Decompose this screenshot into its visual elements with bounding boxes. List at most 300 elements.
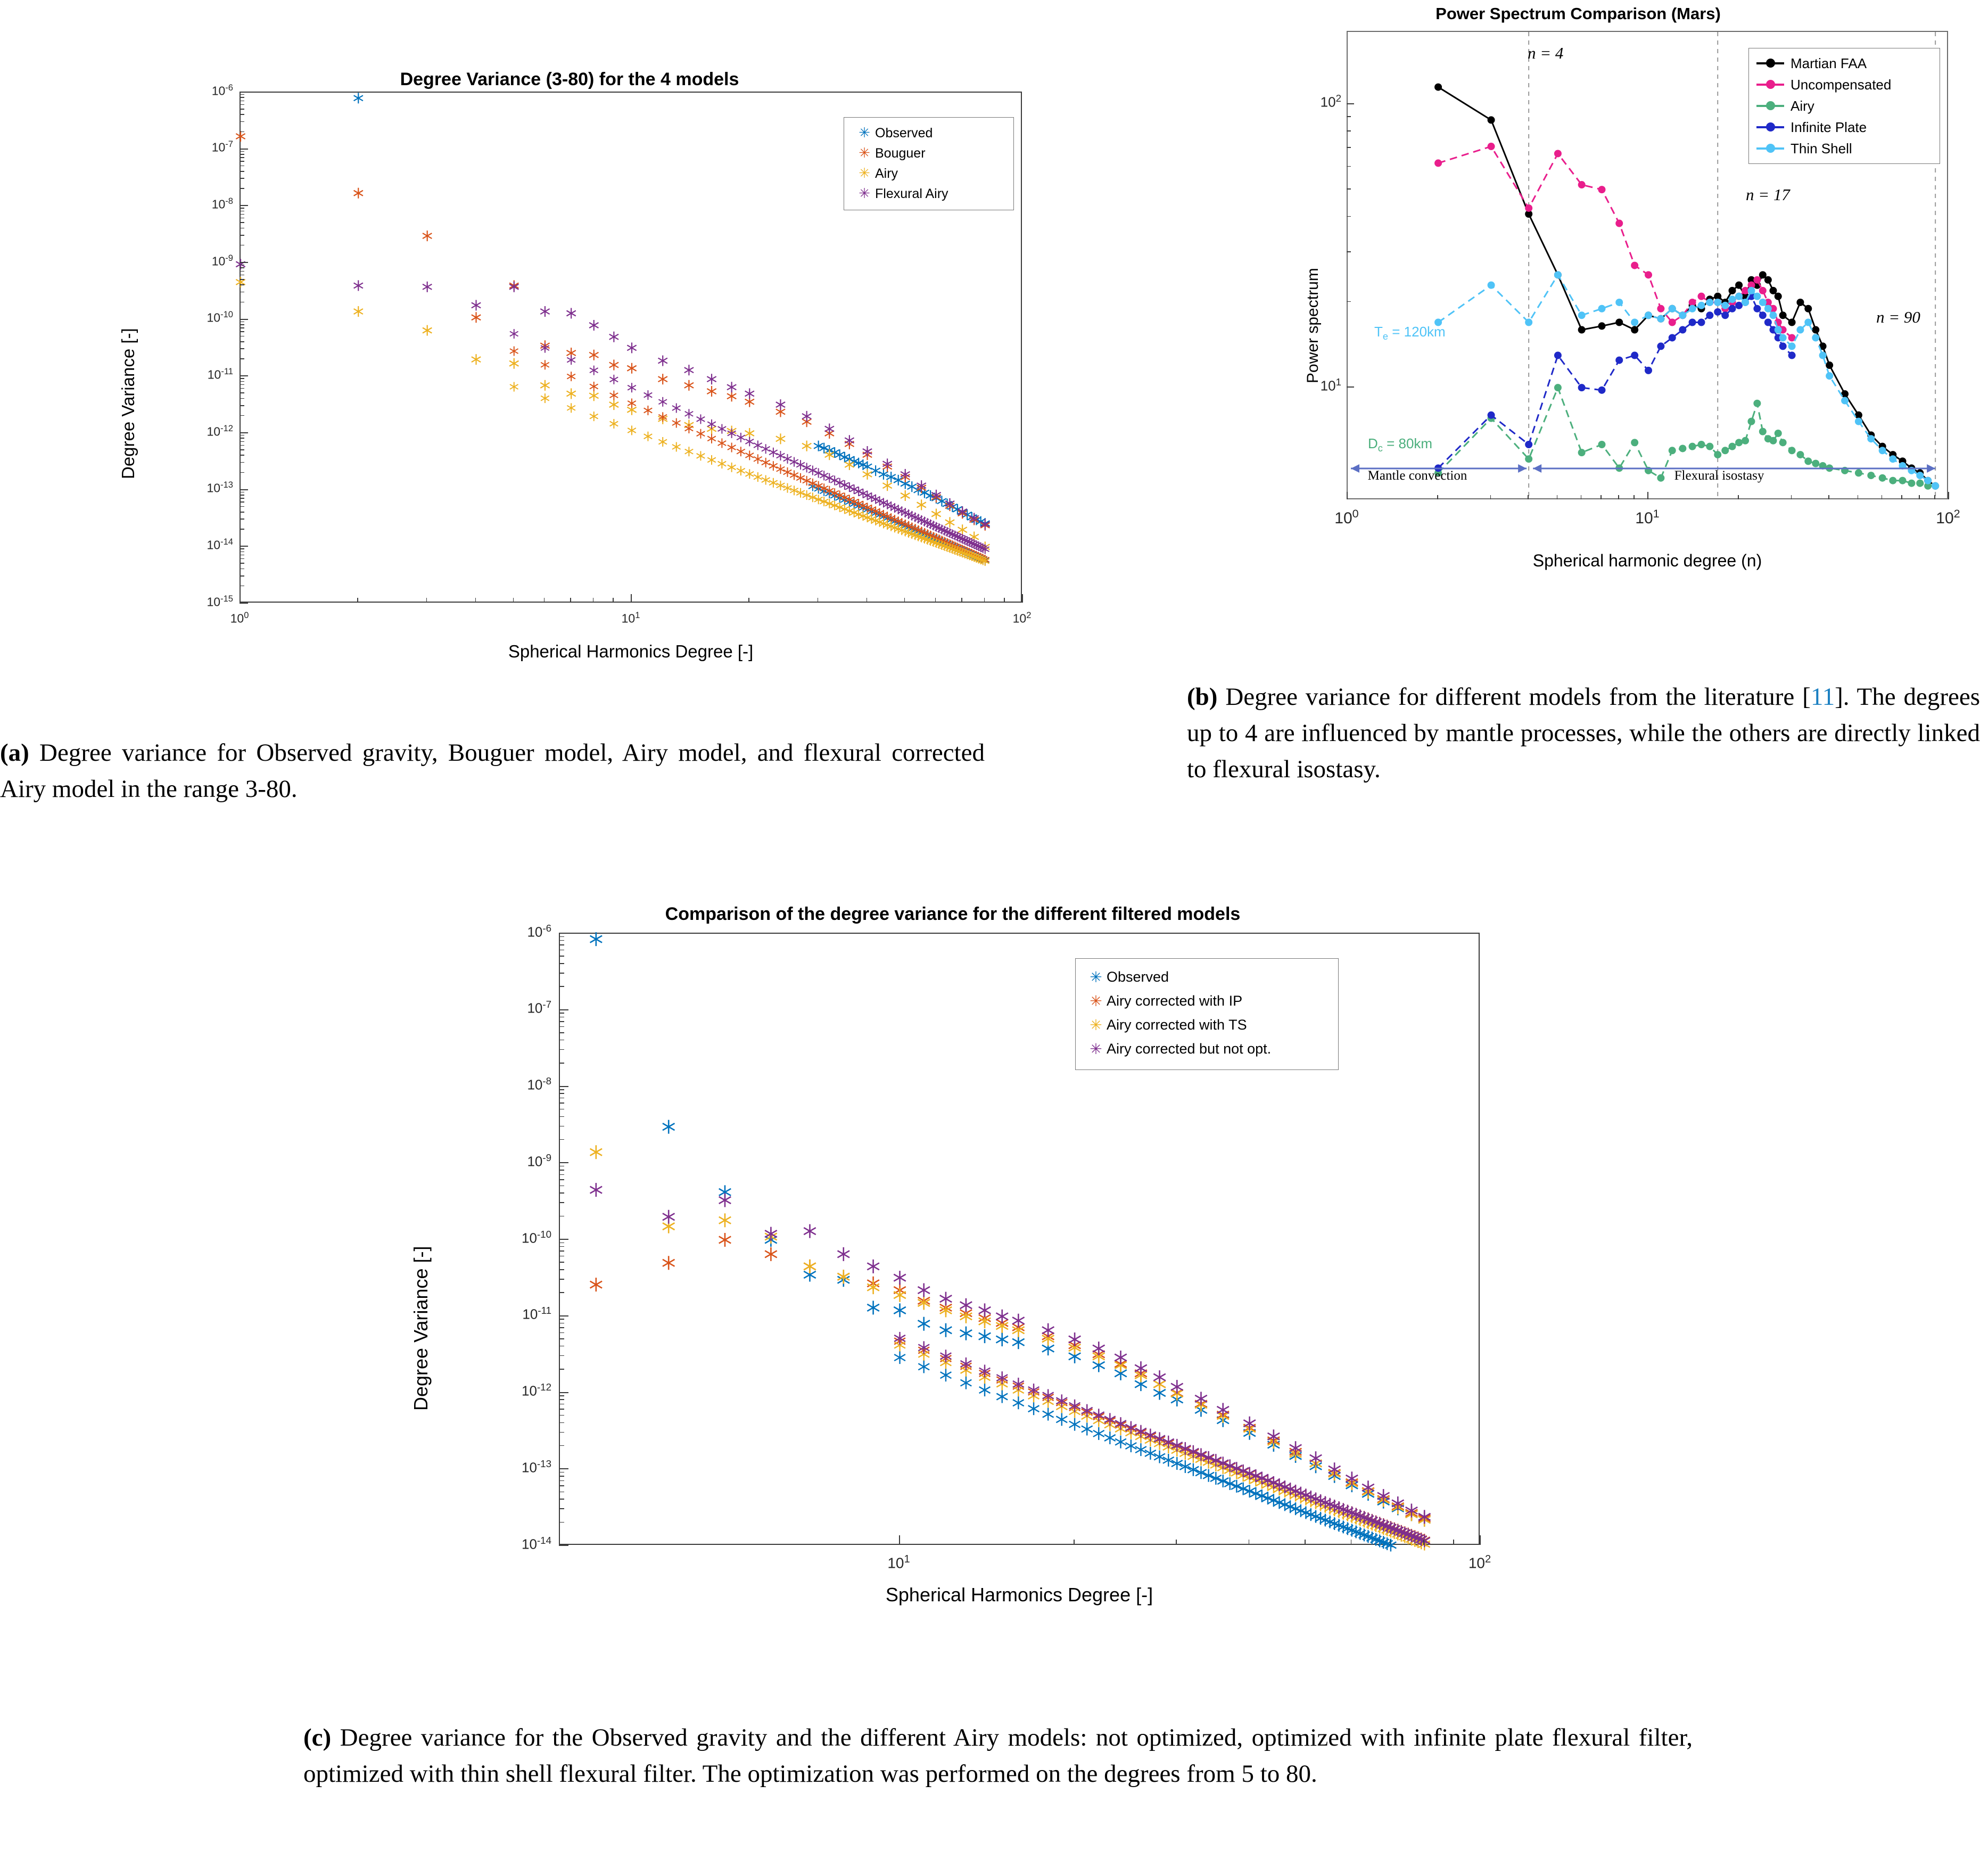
te-subscript: e — [1382, 331, 1389, 342]
minor-tick-mark — [240, 235, 244, 236]
legend-item-4[interactable] — [1749, 138, 1940, 159]
legend-line-marker-icon — [1756, 126, 1784, 128]
minor-tick-mark — [240, 151, 244, 152]
y-tick-label: $10^{-14}$ — [207, 537, 233, 552]
te-value: = 120km — [1388, 324, 1446, 340]
legend-item-1[interactable] — [1749, 74, 1940, 95]
legend-line-marker-icon — [1756, 147, 1784, 150]
legend-item-2[interactable] — [1076, 1013, 1338, 1037]
x-tick-label: $10^2$ — [1468, 1553, 1491, 1571]
minor-tick-mark — [240, 492, 244, 493]
figure-b-legend[interactable] — [1748, 48, 1940, 164]
minor-tick-mark — [1490, 495, 1491, 499]
minor-tick-mark — [240, 552, 244, 553]
minor-tick-mark — [1634, 495, 1635, 499]
y-tick-label: $10^2$ — [1320, 93, 1341, 111]
minor-tick-mark — [240, 97, 244, 98]
minor-tick-mark — [240, 101, 244, 102]
minor-tick-mark — [1919, 495, 1920, 499]
caption-b — [1187, 679, 1980, 787]
minor-tick-mark — [559, 944, 564, 945]
tick-mark — [559, 1239, 568, 1240]
tick-mark — [240, 92, 248, 93]
minor-tick-mark — [559, 1476, 564, 1477]
minor-tick-mark — [559, 1116, 564, 1117]
minor-tick-mark — [240, 519, 244, 520]
minor-tick-mark — [240, 455, 244, 456]
minor-tick-mark — [1901, 495, 1902, 499]
minor-tick-mark — [559, 1250, 564, 1252]
dc-value: = 80km — [1382, 435, 1433, 451]
minor-tick-mark — [1347, 130, 1351, 131]
minor-tick-mark — [240, 555, 244, 556]
tick-mark — [559, 1162, 568, 1163]
tick-mark — [1647, 492, 1648, 499]
x-tick-label: $10^2$ — [1936, 507, 1960, 527]
minor-tick-mark — [1347, 301, 1351, 302]
tick-mark — [559, 1545, 568, 1546]
minor-tick-mark — [240, 222, 244, 223]
legend-item-0[interactable] — [1076, 965, 1338, 989]
legend-label: Bouguer — [875, 145, 926, 161]
minor-tick-mark — [559, 1415, 564, 1416]
minor-tick-mark — [240, 405, 244, 406]
minor-tick-mark — [1581, 495, 1582, 499]
minor-tick-mark — [559, 1170, 564, 1171]
y-tick-label: $10^{-11}$ — [522, 1305, 551, 1322]
x-tick-label: $10^0$ — [1334, 507, 1359, 527]
minor-tick-mark — [240, 188, 244, 189]
minor-tick-mark — [1557, 495, 1558, 499]
y-tick-label: $10^1$ — [1320, 376, 1341, 394]
tick-mark — [240, 375, 248, 376]
minor-tick-mark — [559, 950, 564, 951]
tick-mark — [1480, 1535, 1481, 1545]
minor-tick-mark — [240, 94, 244, 95]
minor-tick-mark — [240, 438, 244, 439]
tick-mark — [240, 319, 248, 320]
dc-subscript: c — [1377, 443, 1383, 454]
y-tick-label: $10^{-9}$ — [527, 1151, 551, 1170]
minor-tick-mark — [240, 529, 244, 530]
minor-tick-mark — [240, 348, 244, 349]
minor-tick-mark — [559, 1026, 564, 1027]
minor-tick-mark — [559, 1243, 564, 1244]
minor-tick-mark — [240, 569, 244, 570]
minor-tick-mark — [240, 398, 244, 399]
minor-tick-mark — [475, 598, 476, 603]
minor-tick-mark — [1437, 495, 1438, 499]
y-tick-label: $10^{-14}$ — [522, 1534, 551, 1552]
legend-item-2[interactable] — [844, 163, 1013, 184]
caption-b-tag: (b) — [1187, 683, 1218, 711]
minor-tick-mark — [559, 1102, 564, 1104]
minor-tick-mark — [240, 441, 244, 442]
minor-tick-mark — [984, 598, 985, 603]
y-tick-label: $10^{-8}$ — [527, 1075, 551, 1093]
annotation-n90: n = 90 — [1876, 308, 1920, 326]
tick-mark — [559, 1009, 568, 1010]
y-tick-label: $10^{-13}$ — [522, 1458, 551, 1476]
y-tick-label: $10^{-7}$ — [527, 999, 551, 1016]
minor-tick-mark — [961, 598, 962, 603]
minor-tick-mark — [240, 324, 244, 325]
minor-tick-mark — [240, 265, 244, 266]
minor-tick-mark — [559, 1089, 564, 1090]
legend-line-marker-icon — [1756, 84, 1784, 86]
minor-tick-mark — [240, 275, 244, 276]
figure-a-ylabel: Degree Variance [-] — [118, 328, 138, 479]
legend-item-2[interactable] — [1749, 95, 1940, 117]
minor-tick-mark — [559, 1522, 564, 1523]
legend-marker-icon: ✳ — [1090, 992, 1102, 1010]
y-tick-label: $10^{-6}$ — [527, 922, 551, 940]
legend-marker-icon: ✳ — [859, 186, 870, 202]
minor-tick-mark — [1351, 1540, 1352, 1545]
tick-mark — [899, 1535, 900, 1545]
legend-label: Observed — [875, 125, 933, 141]
subfigure-a — [101, 64, 1112, 687]
figure-b-xlabel: Spherical harmonic degree (n) — [1532, 551, 1762, 570]
minor-tick-mark — [240, 178, 244, 179]
y-tick-label: $10^{-7}$ — [211, 139, 233, 155]
dc-symbol: D — [1368, 435, 1378, 451]
minor-tick-mark — [570, 598, 571, 603]
minor-tick-mark — [559, 986, 564, 987]
minor-tick-mark — [240, 575, 244, 577]
minor-tick-mark — [1249, 1540, 1250, 1545]
annotation-elastic-thickness — [1374, 324, 1446, 342]
minor-tick-mark — [559, 1338, 564, 1339]
tick-mark — [559, 1392, 568, 1393]
legend-label: Flexural Airy — [875, 186, 948, 201]
minor-tick-mark — [240, 358, 244, 359]
annotation-mantle-convection: Mantle convection — [1367, 468, 1467, 483]
caption-a — [0, 735, 985, 807]
minor-tick-mark — [559, 1021, 564, 1022]
minor-tick-mark — [1347, 251, 1351, 252]
figure-b-ylabel: Power spectrum — [1304, 268, 1322, 383]
minor-tick-mark — [240, 327, 244, 328]
minor-tick-mark — [818, 598, 819, 603]
x-tick-label: $10^1$ — [887, 1553, 910, 1571]
minor-tick-mark — [240, 449, 244, 450]
minor-tick-mark — [1934, 495, 1935, 499]
tick-mark — [559, 1315, 568, 1317]
y-tick-label: $10^{-15}$ — [207, 593, 233, 609]
minor-tick-mark — [240, 586, 244, 587]
minor-tick-mark — [559, 940, 564, 941]
minor-tick-mark — [559, 1499, 564, 1500]
x-tick-label: $10^1$ — [621, 610, 640, 626]
x-tick-label: $10^1$ — [1635, 507, 1660, 527]
subfigure-c — [394, 900, 1586, 1613]
minor-tick-mark — [559, 1269, 564, 1270]
minor-tick-mark — [240, 501, 244, 503]
minor-tick-mark — [240, 558, 244, 559]
minor-tick-mark — [240, 563, 244, 564]
minor-tick-mark — [1791, 495, 1792, 499]
legend-marker-icon: ✳ — [859, 145, 870, 161]
figure-a-title: Degree Variance (3-80) for the 4 models — [400, 69, 739, 89]
minor-tick-mark — [240, 245, 244, 246]
minor-tick-mark — [240, 512, 244, 513]
minor-tick-mark — [559, 1404, 564, 1405]
minor-tick-mark — [240, 506, 244, 507]
minor-tick-mark — [559, 1017, 564, 1018]
legend-item-3[interactable] — [1749, 117, 1940, 138]
tick-mark — [559, 1468, 568, 1469]
minor-tick-mark — [867, 598, 868, 603]
minor-tick-mark — [1528, 495, 1529, 499]
legend-line-marker-icon — [1756, 105, 1784, 107]
figure-a-legend[interactable] — [844, 117, 1014, 210]
minor-tick-mark — [240, 114, 244, 115]
minor-tick-mark — [559, 1126, 564, 1127]
minor-tick-mark — [559, 1445, 564, 1446]
minor-tick-mark — [240, 548, 244, 549]
minor-tick-mark — [1882, 495, 1883, 499]
minor-tick-mark — [559, 1098, 564, 1099]
legend-label: Observed — [1107, 969, 1169, 985]
legend-label: Uncompensated — [1791, 76, 1892, 93]
minor-tick-mark — [513, 598, 514, 603]
minor-tick-mark — [426, 598, 427, 603]
minor-tick-mark — [559, 1292, 564, 1293]
minor-tick-mark — [240, 462, 244, 463]
minor-tick-mark — [240, 154, 244, 155]
legend-label: Thin Shell — [1791, 140, 1852, 157]
minor-tick-mark — [1347, 166, 1351, 167]
figure-c-axes — [559, 933, 1480, 1545]
y-tick-label: $10^{-13}$ — [207, 480, 233, 496]
legend-label: Airy corrected with TS — [1107, 1017, 1247, 1033]
tick-mark — [1022, 594, 1023, 603]
tick-mark — [1347, 386, 1354, 388]
legend-marker-icon: ✳ — [859, 125, 870, 141]
minor-tick-mark — [559, 1346, 564, 1347]
minor-tick-mark — [559, 1332, 564, 1334]
tick-mark — [240, 594, 241, 603]
minor-tick-mark — [1600, 495, 1602, 499]
minor-tick-mark — [240, 228, 244, 229]
minor-tick-mark — [240, 166, 244, 167]
annotation-flexural-isostasy: Flexural isostasy — [1674, 468, 1764, 483]
y-tick-label: $10^{-10}$ — [207, 309, 233, 325]
legend-label: Airy corrected with IP — [1107, 993, 1243, 1009]
minor-tick-mark — [559, 1179, 564, 1180]
minor-tick-mark — [559, 1063, 564, 1064]
minor-tick-mark — [240, 161, 244, 162]
legend-item-3[interactable] — [844, 184, 1013, 204]
minor-tick-mark — [559, 1202, 564, 1203]
minor-tick-mark — [1347, 116, 1351, 117]
minor-tick-mark — [544, 598, 545, 603]
legend-marker-icon: ✳ — [1090, 1016, 1102, 1034]
y-tick-label: $10^{-9}$ — [211, 252, 233, 268]
minor-tick-mark — [1453, 1540, 1454, 1545]
citation-11[interactable]: 11 — [1810, 683, 1835, 711]
minor-tick-mark — [1858, 495, 1859, 499]
minor-tick-mark — [240, 472, 244, 473]
tick-mark — [1347, 492, 1348, 499]
minor-tick-mark — [240, 498, 244, 499]
minor-tick-mark — [240, 131, 244, 133]
minor-tick-mark — [559, 1032, 564, 1033]
caption-a-tag: (a) — [0, 739, 29, 767]
minor-tick-mark — [559, 1186, 564, 1187]
y-tick-label: $10^{-12}$ — [207, 423, 233, 439]
minor-tick-mark — [240, 267, 244, 268]
minor-tick-mark — [559, 1192, 564, 1194]
minor-tick-mark — [559, 1174, 564, 1175]
x-tick-label: $10^2$ — [1012, 610, 1032, 626]
minor-tick-mark — [559, 1422, 564, 1424]
minor-tick-mark — [1738, 495, 1739, 499]
minor-tick-mark — [559, 973, 564, 974]
minor-tick-mark — [559, 1508, 564, 1509]
caption-c-text: Degree variance for the Observed gravity and the different Airy models: not optimized, optimized with infinite plate flexural filter, optimized with thin shell flexural filter. The optimization was performed on the degrees from 5 to 80. — [303, 1724, 1693, 1788]
legend-item-1[interactable] — [844, 143, 1013, 163]
minor-tick-mark — [559, 1093, 564, 1094]
legend-label: Martian FAA — [1791, 55, 1867, 71]
caption-c-tag: (c) — [303, 1724, 332, 1751]
minor-tick-mark — [240, 392, 244, 393]
minor-tick-mark — [240, 302, 244, 303]
minor-tick-mark — [559, 1369, 564, 1370]
minor-tick-mark — [559, 1409, 564, 1410]
minor-tick-mark — [1074, 1540, 1075, 1545]
minor-tick-mark — [240, 384, 244, 385]
minor-tick-mark — [559, 1485, 564, 1486]
tick-mark — [240, 432, 248, 433]
caption-b-text2: ]. The degrees up to 4 are influenced by mantle processes, while the others are directly linked to flexural isostasy. — [1187, 683, 1980, 784]
minor-tick-mark — [1390, 1540, 1391, 1545]
minor-tick-mark — [559, 1109, 564, 1110]
legend-line-marker-icon — [1756, 62, 1784, 64]
minor-tick-mark — [240, 388, 244, 389]
minor-tick-mark — [240, 331, 244, 332]
figure-a-xlabel: Spherical Harmonics Degree [-] — [508, 641, 754, 661]
minor-tick-mark — [559, 1323, 564, 1324]
minor-tick-mark — [559, 1256, 564, 1257]
minor-tick-mark — [904, 598, 905, 603]
minor-tick-mark — [1828, 495, 1829, 499]
y-tick-label: $10^{-8}$ — [211, 196, 233, 211]
minor-tick-mark — [559, 1327, 564, 1328]
minor-tick-mark — [559, 963, 564, 964]
y-tick-label: $10^{-10}$ — [522, 1228, 551, 1246]
minor-tick-mark — [559, 1049, 564, 1050]
x-tick-label: $10^0$ — [230, 610, 249, 626]
tick-mark — [240, 205, 248, 206]
legend-label: Airy — [1791, 97, 1814, 114]
minor-tick-mark — [240, 284, 244, 285]
minor-tick-mark — [240, 218, 244, 219]
tick-mark — [240, 262, 248, 263]
legend-item-1[interactable] — [1076, 989, 1338, 1013]
minor-tick-mark — [935, 598, 936, 603]
legend-label: Airy corrected but not opt. — [1107, 1041, 1272, 1057]
y-tick-label: $10^{-12}$ — [522, 1381, 551, 1399]
tick-mark — [240, 546, 248, 547]
minor-tick-mark — [559, 1492, 564, 1493]
minor-tick-mark — [240, 378, 244, 379]
minor-tick-mark — [613, 598, 614, 603]
minor-tick-mark — [240, 104, 244, 105]
minor-tick-mark — [240, 279, 244, 280]
minor-tick-mark — [240, 381, 244, 382]
minor-tick-mark — [559, 1319, 564, 1320]
minor-tick-mark — [240, 157, 244, 158]
minor-tick-mark — [1423, 1540, 1424, 1545]
tick-mark — [559, 933, 568, 934]
minor-tick-mark — [240, 271, 244, 272]
tick-mark — [240, 489, 248, 490]
tick-mark — [240, 149, 248, 150]
minor-tick-mark — [1305, 1540, 1306, 1545]
minor-tick-mark — [1347, 216, 1351, 217]
figure-c-datapoints — [560, 934, 1481, 1546]
minor-tick-mark — [559, 1166, 564, 1167]
figure-c-xlabel: Spherical Harmonics Degree [-] — [885, 1584, 1153, 1606]
minor-tick-mark — [240, 322, 244, 323]
legend-item-0[interactable] — [844, 123, 1013, 143]
minor-tick-mark — [240, 292, 244, 293]
minor-tick-mark — [240, 171, 244, 172]
minor-tick-mark — [559, 936, 564, 937]
minor-tick-mark — [559, 1262, 564, 1263]
minor-tick-mark — [559, 1216, 564, 1217]
tick-mark — [1347, 103, 1354, 104]
tick-mark — [631, 594, 632, 603]
minor-tick-mark — [240, 435, 244, 436]
y-tick-label: $10^{-11}$ — [207, 366, 233, 382]
annotation-n4: n = 4 — [1528, 44, 1564, 62]
legend-item-0[interactable] — [1749, 53, 1940, 74]
annotation-n17: n = 17 — [1746, 185, 1790, 204]
subfigure-b — [1187, 0, 1980, 644]
minor-tick-mark — [559, 956, 564, 957]
legend-marker-icon: ✳ — [1090, 1040, 1102, 1058]
minor-tick-mark — [357, 598, 358, 603]
minor-tick-mark — [240, 208, 244, 209]
caption-b-text: Degree variance for different models from the literature [ — [1217, 683, 1811, 711]
minor-tick-mark — [559, 1432, 564, 1433]
legend-marker-icon: ✳ — [1090, 968, 1102, 986]
minor-tick-mark — [559, 1472, 564, 1473]
minor-tick-mark — [240, 415, 244, 416]
y-tick-label: $10^{-6}$ — [211, 82, 233, 98]
minor-tick-mark — [559, 1246, 564, 1247]
tick-mark — [240, 603, 248, 604]
minor-tick-mark — [559, 1040, 564, 1041]
minor-tick-mark — [240, 341, 244, 342]
minor-tick-mark — [1176, 1540, 1177, 1545]
minor-tick-mark — [240, 495, 244, 496]
minor-tick-mark — [559, 1480, 564, 1482]
minor-tick-mark — [559, 1395, 564, 1396]
te-symbol: T — [1374, 324, 1383, 340]
figure-c-ylabel: Degree Variance [-] — [410, 1246, 432, 1411]
figure-c-legend[interactable] — [1075, 958, 1339, 1070]
minor-tick-mark — [240, 445, 244, 446]
tick-mark — [1948, 492, 1949, 499]
figure-b-title: Power Spectrum Comparison (Mars) — [1436, 4, 1721, 23]
legend-item-3[interactable] — [1076, 1037, 1338, 1061]
caption-a-text: Degree variance for Observed gravity, Bouguer model, Airy model, and flexural corrected Airy model in the range 3-80. — [0, 739, 985, 803]
tick-mark — [559, 1086, 568, 1087]
